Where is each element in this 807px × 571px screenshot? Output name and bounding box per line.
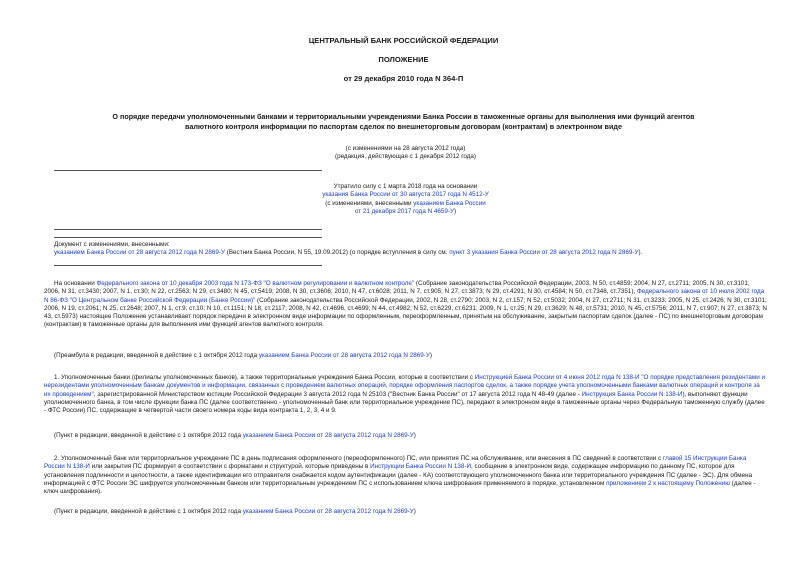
status-link-4659[interactable]: от 21 декабря 2017 года N 4659-У	[354, 207, 455, 215]
document-date-number: от 29 декабря 2010 года N 364-П	[343, 74, 464, 83]
separator-rule	[54, 265, 322, 266]
preamble-link-86fz[interactable]: Федерального закона от 10 июля 2002 года N 86-ФЗ "О Центральном банке Российской Федерации (Банке России)"	[44, 288, 765, 304]
item2-text: , сообщение в электронном виде, содержащее информацию по данному ПС, которое для установления подлинности и целостности, а также идентификации его отправителя снабжается кодом аутентификации (далее - КА) соответствующего уполномоченного банка или территориального учреждения ПС (далее - ЭС). Для обмена информацией с ФТС России ЭС шифруется уполномоченным банком или территориальным учреждением ПС с использованием ключа шифрования применяемого в порядке, установленном	[44, 463, 753, 487]
changes-text-end: ).	[638, 249, 643, 257]
item1-link-instruction-138i[interactable]: Инструкцией Банка России от 4 июня 2012 года N 138-И "О порядке представления резидентами и нерезидентами уполномоченным банкам документов и информации, связанных с проведением валютных операций, порядке оформления паспортов сделок, а также порядке учета уполномоченными банками валютных операций и контроля за их проведением"	[44, 374, 765, 398]
item1-text: ), выполняют функции уполномоченного банка, в том числе функции банка ПС (далее соответственно - уполномоченный банк или территориальное учреждение ПС), передают в электронном виде в таможенные органы через Федеральную таможенную службу (далее - ФТС России) ПС, содержащие в четвертой части своего номера коды вида контракта 1, 2, 3, 4 и 9.	[44, 390, 765, 415]
item1-text: , зарегистрированной Министерством юстиции Российской Федерации 3 августа 2012 года N 25103 ("Вестник Банка России" от 17 августа 2012 года N 48-49 (далее -	[93, 390, 582, 398]
separator-rule	[54, 237, 322, 238]
status-link-decree[interactable]: указанием Банка России	[413, 199, 486, 207]
item2-text: 2. Уполномоченный банк или территориальное учреждение ПС в день подписания оформленного (переоформленного) ПС, или принятия ПС на обслуживание, или внесения в ПС сведений в соответствии с	[54, 455, 663, 462]
item2-link-138i[interactable]: Инструкции Банка России N 138-И	[370, 463, 472, 471]
preamble-text: (Собрание законодательства Российской Федерации, 2003, N 50, ст.4859; 2004, N 27, ст.2711; 2005, N 30, ст.3101; 2006, N 31, ст.3430; 2007, N 1, ст.30; N 22, ст.2563; N 29, ст.3480; N 45, ст.5419; 2008, N 30, ст.3606; 2010, N 47, ст.6028; 2011, N 7, ст.905; N 27, ст.3873; N 29, ст.4291; N 30, ст.4584; N 50, ст.7348, ст.7351),	[44, 280, 750, 296]
status-suffix: )	[454, 207, 457, 215]
title-line-1: О порядке передачи уполномоченными банками и территориальными учреждениями Банка России в таможенные органы для выполнения ими функций агентов	[112, 112, 695, 121]
preamble-text: (Собрание законодательства Российской Федерации, 2002, N 28, ст.2790; 2003, N 2, ст.157; N 52, ст.5032; 2004, N 27, ст.2711; N 31, ст.3233; 2005, N 25, ст.2426; N 30, ст.3101; 2006, N 19, ст.2061; N 25, ст.2648; 2007, N 1, ст.9, ст.10; N 10, ст.1151; N 18, ст.2117; 2008, N 42, ст.4696, ст.4699; N 44, ст.4982; N 52, ст.6229, ст.6231; 2009, N 1, ст.25; N 29, ст.3629; N 48, ст.5731; 2010, N 45, ст.5756; 2011, N 7, ст.907; N 27, ст.3873; N 43, ст.5973) настоящее Положение устанавливает порядок передачи в электронном виде информации по оформленным, переоформленным, принятым на обслуживание, закрытым паспортам сделок (далее - ПС) по внешнеторговым договорам (контрактам) в таможенные органы для выполнения ими функций агентов валютного контроля.	[44, 296, 767, 329]
separator-rule	[54, 170, 322, 171]
changes-text: (Вестник Банка России, N 55, 19.09.2012) (о порядке вступления в силу см.	[225, 249, 450, 257]
changes-info	[54, 241, 767, 258]
item-1-paragraph	[44, 374, 767, 415]
edition-line-2: (редакция, действующая с 1 декабря 2012 года)	[334, 153, 477, 161]
edition-info	[44, 145, 767, 162]
item-1-note	[44, 432, 767, 440]
note-text: )	[413, 508, 416, 515]
item2-text: (далее - ключ шифрования).	[44, 479, 756, 496]
title-line-2: валютного контроля информации по паспортам сделок по внешнеторговым договорам (контрактам) в электронном виде	[185, 121, 622, 131]
changes-link-clause3[interactable]: пункт 3 указания Банка России от 28 августа 2012 года N 2869-У	[449, 249, 639, 257]
status-line-1: Утратило силу с 1 марта 2018 года на основании	[333, 183, 478, 190]
status-info	[44, 183, 767, 216]
item-2-note	[44, 508, 767, 516]
item2-link-chapter15[interactable]: главой 15 Инструкции Банка России N 138-И	[44, 455, 747, 471]
preamble-note	[44, 352, 767, 360]
edition-line-1: (с изменениями на 28 августа 2012 года)	[345, 145, 466, 152]
note-text: (Пункт в редакции, введенной в действие с 1 октября 2012 года	[54, 432, 243, 439]
preamble-paragraph	[44, 280, 767, 330]
document-title	[0, 112, 807, 131]
status-link-4512[interactable]: указания Банка России от 30 августа 2017 года N 4512-У	[322, 191, 489, 199]
preamble-link-173fz[interactable]: Федерального закона от 10 декабря 2003 года N 173-ФЗ "О валютном регулировании и валютном контроле"	[96, 280, 415, 287]
changes-link-2869[interactable]: указанием Банка России от 28 августа 2012 года N 2869-У	[54, 249, 225, 257]
separator-rule	[54, 229, 322, 230]
note-text: )	[429, 352, 432, 359]
bank-name: ЦЕНТРАЛЬНЫЙ БАНК РОССИЙСКОЙ ФЕДЕРАЦИИ	[308, 36, 499, 45]
item-2-paragraph	[44, 455, 767, 496]
note-text: (Пункт в редакции, введенной в действие с 1 октября 2012 года	[54, 508, 243, 515]
note-link-2869[interactable]: указанием Банка России от 28 августа 2012 года N 2869-У	[242, 432, 414, 439]
changes-label: Документ с изменениями, внесенными:	[54, 241, 170, 248]
item2-text: или закрытия ПС формирует в соответствии с форматами и структурой, которые приведены в	[89, 463, 371, 471]
item1-link-138i-short[interactable]: Инструкция Банка России N 138-И	[581, 390, 683, 398]
document-type: ПОЛОЖЕНИЕ	[378, 55, 429, 64]
item2-link-appendix2[interactable]: приложением 2 к настоящему Положению	[606, 479, 731, 487]
note-link-2869[interactable]: указанием Банка России от 28 августа 2012 года N 2869-У	[242, 508, 414, 515]
preamble-text: На основании	[54, 280, 97, 287]
note-text: (Преамбула в редакции, введенной в действие с 1 октября 2012 года	[54, 352, 259, 359]
status-prefix: (с изменениями, внесенными	[325, 199, 414, 207]
note-text: )	[413, 432, 416, 439]
note-link-2869[interactable]: указанием Банка России от 28 августа 2012 года N 2869-У	[258, 352, 430, 359]
item1-text: 1. Уполномоченные банки (филиалы уполномоченных банков), а также территориальные учреждения Банка России, которые в соответствии с	[54, 374, 475, 381]
